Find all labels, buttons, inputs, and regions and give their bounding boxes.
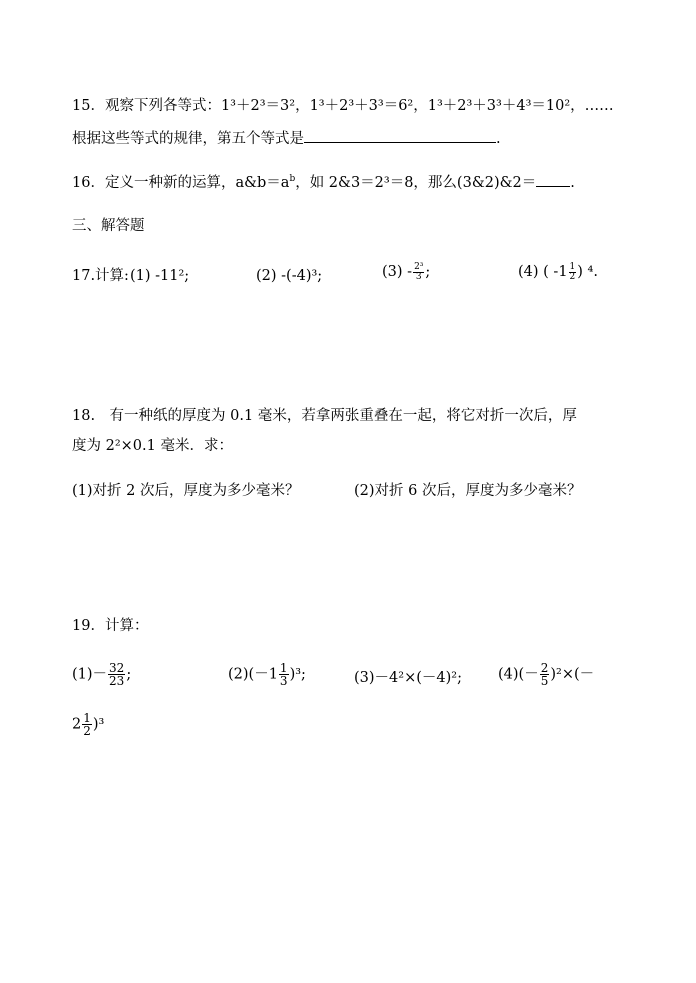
q15-end: . [496,131,501,147]
fraction [82,712,92,737]
denominator: 23 [109,674,125,688]
q19-p4b-prefix: 2 [72,716,82,733]
q16-end: . [570,175,575,191]
question-18-line-2: 度为 2²×0.1 毫米．求： [72,438,233,454]
question-19-label: 19．计算： [72,618,149,634]
question-15-line-1 [72,96,614,116]
q19-part4-continued [72,712,104,737]
denominator: 2 [569,271,576,282]
q15-eq1: 1³＋2³＝3²， [220,98,310,114]
q17-p4-prefix: (4) ( -1 [518,264,568,280]
fraction [569,263,577,282]
q17-label: 17.计算: [72,268,129,284]
answer-blank[interactable] [304,128,496,143]
q17-p3-prefix: (3) - [382,264,413,280]
q19-p4-prefix: (4)(－ [498,666,539,683]
q16-text2: ，如 2&3＝2³＝8，那么(3&2)&2＝ [295,175,537,191]
q17-p4-suffix: ) ⁴. [577,264,598,280]
numerator: 2³ [414,261,424,272]
q18-sub2: (2)对折 6 次后，厚度为多少毫米？ [354,483,582,499]
fraction [108,662,125,687]
q19-part3: (3)－4²×(－4)²; [354,670,462,686]
denominator: 3 [415,271,422,282]
section-heading: 三、解答题 [72,218,145,234]
q15-eq2: 1³＋2³＋3³＝6²， [309,98,428,114]
q19-p4-suffix: )²×(－ [550,666,595,683]
q19-p2-suffix: )³; [289,666,306,683]
fraction [540,662,550,687]
numerator: 2 [540,661,549,675]
numerator: 32 [109,661,125,675]
q16-exponent: b [289,174,296,185]
q15-eq3: 1³＋2³＋3³＋4³＝10²，…… [427,98,614,114]
fraction [413,263,424,282]
answer-blank[interactable] [536,172,570,187]
q19-part2 [228,662,306,687]
q19-p2-prefix: (2)(－1 [228,666,278,683]
numerator: 1 [83,711,91,725]
q15-line2: 根据这些等式的规律，第五个等式是 [72,131,304,147]
q15-prefix: 15．观察下列各等式： [72,98,221,114]
q17-part4 [518,262,598,282]
q17-part1: (1) -11²; [130,268,190,284]
q17-part2: (2) -(-4)³; [256,268,323,284]
denominator: 3 [279,674,288,688]
q19-p4b-suffix: )³ [92,716,105,733]
denominator: 2 [83,724,91,738]
fraction [279,662,289,687]
question-18-line-1: 18. 有一种纸的厚度为 0.1 毫米，若拿两张重叠在一起，将它对折一次后，厚 [72,408,577,424]
q19-p1-suffix: ; [126,666,132,683]
q19-p1-prefix: (1)－ [72,666,108,683]
q17-part3 [382,262,430,282]
q19-part1 [72,662,131,687]
numerator: 1 [279,661,288,675]
q17-p3-suffix: ; [425,264,431,280]
question-15-line-2 [72,128,501,149]
q16-text: 16．定义一种新的运算，a&b＝a [72,175,290,191]
question-16 [72,172,575,193]
numerator: 1 [569,261,576,272]
denominator: 5 [540,674,549,688]
q19-part4 [498,662,594,687]
q18-sub1: (1)对折 2 次后，厚度为多少毫米？ [72,483,300,499]
